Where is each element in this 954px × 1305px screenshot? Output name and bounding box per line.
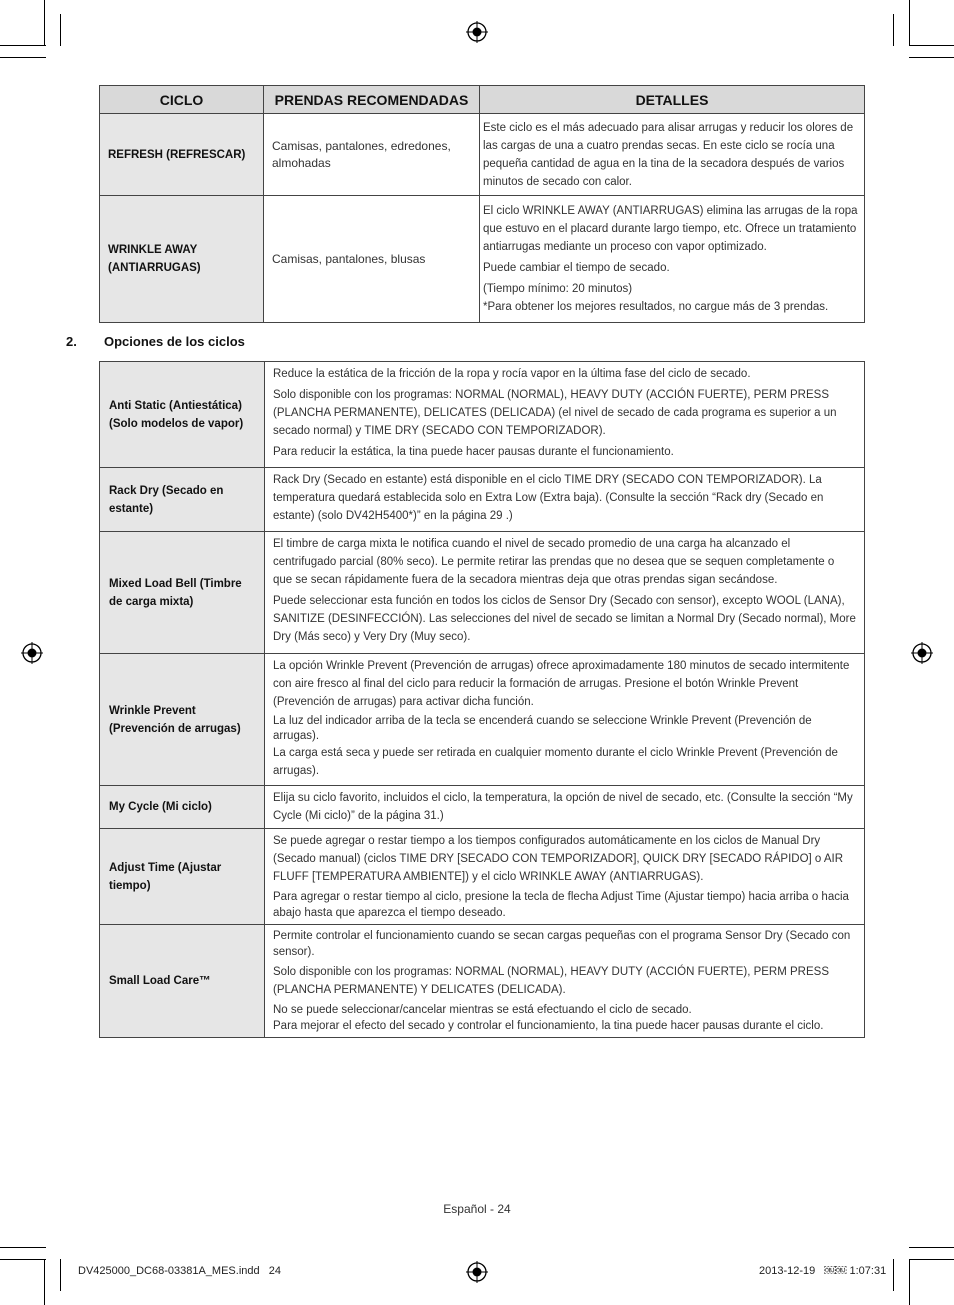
crop-mark: [44, 1259, 45, 1305]
table-row: [100, 829, 865, 925]
section-title: Opciones de los ciclos: [104, 334, 245, 349]
option-name: Wrinkle Prevent (Prevención de arrugas): [100, 654, 265, 786]
registration-mark-icon: [466, 21, 488, 43]
print-timestamp: 2013-12-19 ￼￼ 1:07:31: [759, 1265, 887, 1277]
crop-mark: [909, 1259, 954, 1260]
detail-paragraph: Permite controlar el funcionamiento cuando se secan cargas pequeñas con el programa Sensor Dry (Secado con sensor).: [273, 930, 851, 958]
detail-paragraph: Reduce la estática de la fricción de la ropa y rocía vapor en la última fase del ciclo de secado.: [273, 368, 751, 380]
crop-mark: [0, 1259, 46, 1260]
crop-mark: [909, 1247, 954, 1248]
detail-paragraph: *Para obtener los mejores resultados, no cargue más de 3 prendas.: [483, 301, 829, 313]
crop-mark: [0, 1247, 46, 1248]
detail-paragraph: Este ciclo es el más adecuado para alisar arrugas y reducir los olores de las cargas de una a cuatro prendas secas. En este ciclo se rocía una pequeña cantidad de agua en la tina de la secadora después de varios minutos de secado con calor.: [483, 121, 854, 188]
detail-paragraph: La opción Wrinkle Prevent (Prevención de arrugas) ofrece aproximadamente 180 minutos de secado intermitente con aire fresco al final del ciclo para reducir la formación de arrugas. Presione el botón Wrinkle Prevent (Prevención de arrugas) para activar dicha función.: [273, 660, 850, 708]
page-number: Español - 24: [443, 1202, 511, 1216]
cycle-details: [480, 196, 865, 323]
cycle-name: REFRESH (REFRESCAR): [100, 114, 264, 196]
crop-mark: [0, 57, 46, 58]
detail-paragraph: La luz del indicador arriba de la tecla se encenderá cuando se seleccione Wrinkle Prevent (Prevención de arrugas).: [273, 715, 812, 742]
detail-paragraph: Para reducir la estática, la tina puede hacer pausas durante el funcionamiento.: [273, 446, 674, 458]
option-details: [265, 925, 865, 1038]
cycles-table: [99, 85, 865, 323]
option-name: My Cycle (Mi ciclo): [100, 786, 265, 829]
table-row: [100, 468, 865, 532]
section-number: 2.: [66, 334, 77, 349]
detail-paragraph: Para mejorar el efecto del secado y controlar el funcionamiento, la tina puede hacer pausas durante el ciclo.: [273, 1020, 824, 1032]
crop-mark: [909, 1259, 910, 1305]
option-name: Mixed Load Bell (Timbre de carga mixta): [100, 532, 265, 654]
detail-paragraph: Solo disponible con los programas: NORMAL (NORMAL), HEAVY DUTY (ACCIÓN FUERTE), PERM PRESS (PLANCHA PERMANENTE) Y DELICATES (DELICADA).: [273, 966, 829, 996]
table-row: [100, 196, 865, 323]
column-header: CICLO: [100, 86, 264, 114]
options-table: [99, 361, 865, 1038]
detail-paragraph: El timbre de carga mixta le notifica cuando el nivel de secado promedio de una carga ha alcanzado el centrifugado parcial (80% seco). Le permite retirar las prendas que no desea que se sequen completamente o que se secan rápidamente fuera de la secadora mientras deja que otras prendas sigan secándose.: [273, 538, 835, 586]
section-heading: [66, 334, 245, 349]
detail-paragraph: Puede cambiar el tiempo de secado.: [483, 262, 670, 274]
recommended-garments: Camisas, pantalones, blusas: [264, 196, 480, 323]
crop-mark: [893, 1259, 894, 1291]
option-details: [265, 468, 865, 532]
crop-mark: [909, 0, 910, 46]
detail-paragraph: Para agregar o restar tiempo al ciclo, presione la tecla de flecha Adjust Time (Ajustar tiempo) hacia arriba o hacia abajo hasta que aparezca el tiempo deseado.: [273, 891, 849, 919]
option-name: Anti Static (Antiestática) (Solo modelos de vapor): [100, 362, 265, 468]
detail-paragraph: El ciclo WRINKLE AWAY (ANTIARRUGAS) elimina las arrugas de la ropa que estuvo en el placard durante largo tiempo, etc. Ofrece un tratamiento antiarrugas mediante un proceso con vapor optimizado.: [483, 205, 858, 253]
recommended-garments: Camisas, pantalones, edredones, almohadas: [264, 114, 480, 196]
option-name: Adjust Time (Ajustar tiempo): [100, 829, 265, 925]
option-details: [265, 829, 865, 925]
table-header-row: [100, 86, 865, 114]
option-name: Small Load Care™: [100, 925, 265, 1038]
option-details: [265, 654, 865, 786]
column-header: DETALLES: [480, 86, 865, 114]
table-row: [100, 786, 865, 829]
detail-paragraph: Rack Dry (Secado en estante) está disponible en el ciclo TIME DRY (SECADO CON TEMPORIZADOR). La temperatura quedará establecida solo en Extra Low (Extra baja). (Consulte la sección “Rack dry (Secado en estante) (solo DV42H5400*)” en la página 29 .): [273, 474, 824, 522]
registration-mark-icon: [911, 642, 933, 664]
detail-paragraph: Se puede agregar o restar tiempo a los tiempos configurados automáticamente en los ciclos de Manual Dry (Secado manual) (ciclos TIME DRY [SECADO CON TEMPORIZADOR], QUICK DRY [SECADO RÁPIDO] o AIR FLUFF [TEMPERATURA AMBIENTE]) y el ciclo WRINKLE AWAY (ANTIARRUGAS).: [273, 835, 844, 883]
detail-paragraph: (Tiempo mínimo: 20 minutos): [483, 283, 633, 295]
crop-mark: [44, 0, 45, 46]
cycle-name: WRINKLE AWAY (ANTIARRUGAS): [100, 196, 264, 323]
detail-paragraph: Elija su ciclo favorito, incluidos el ciclo, la temperatura, la opción de nivel de secado, etc. (Consulte la sección “My Cycle (Mi ciclo)” de la página 31.): [273, 792, 853, 822]
detail-paragraph: La carga está seca y puede ser retirada en cualquier momento durante el ciclo Wrinkle Prevent (Prevención de arrugas).: [273, 747, 838, 777]
option-details: [265, 786, 865, 829]
crop-mark: [0, 45, 46, 46]
crop-mark: [909, 57, 954, 58]
table-row: [100, 114, 865, 196]
crop-mark: [909, 45, 954, 46]
table-row: [100, 362, 865, 468]
detail-paragraph: Puede seleccionar esta función en todos los ciclos de Sensor Dry (Secado con sensor), excepto WOOL (LANA), SANITIZE (DESINFECCIÓN). Las selecciones del nivel de secado se limitan a Normal Dry (Secado normal), More Dry (Más seco) y Very Dry (Muy seco).: [273, 595, 856, 643]
registration-mark-icon: [466, 1261, 488, 1283]
table-row: [100, 532, 865, 654]
option-details: [265, 532, 865, 654]
crop-mark: [893, 14, 894, 46]
table-row: [100, 925, 865, 1038]
column-header: PRENDAS RECOMENDADAS: [264, 86, 480, 114]
table-row: [100, 654, 865, 786]
detail-paragraph: No se puede seleccionar/cancelar mientras se está efectuando el ciclo de secado.: [273, 1004, 692, 1016]
option-details: [265, 362, 865, 468]
registration-mark-icon: [21, 642, 43, 664]
file-slug: DV425000_DC68-03381A_MES.indd 24: [78, 1265, 282, 1277]
option-name: Rack Dry (Secado en estante): [100, 468, 265, 532]
crop-mark: [60, 14, 61, 46]
crop-mark: [60, 1259, 61, 1291]
detail-paragraph: Solo disponible con los programas: NORMAL (NORMAL), HEAVY DUTY (ACCIÓN FUERTE), PERM PRESS (PLANCHA PERMANENTE), DELICATES (DELICADA) (el nivel de secado de cada programa es superior a un secado normal) y TIME DRY (SECADO CON TEMPORIZADOR).: [273, 389, 837, 437]
cycle-details: [480, 114, 865, 196]
